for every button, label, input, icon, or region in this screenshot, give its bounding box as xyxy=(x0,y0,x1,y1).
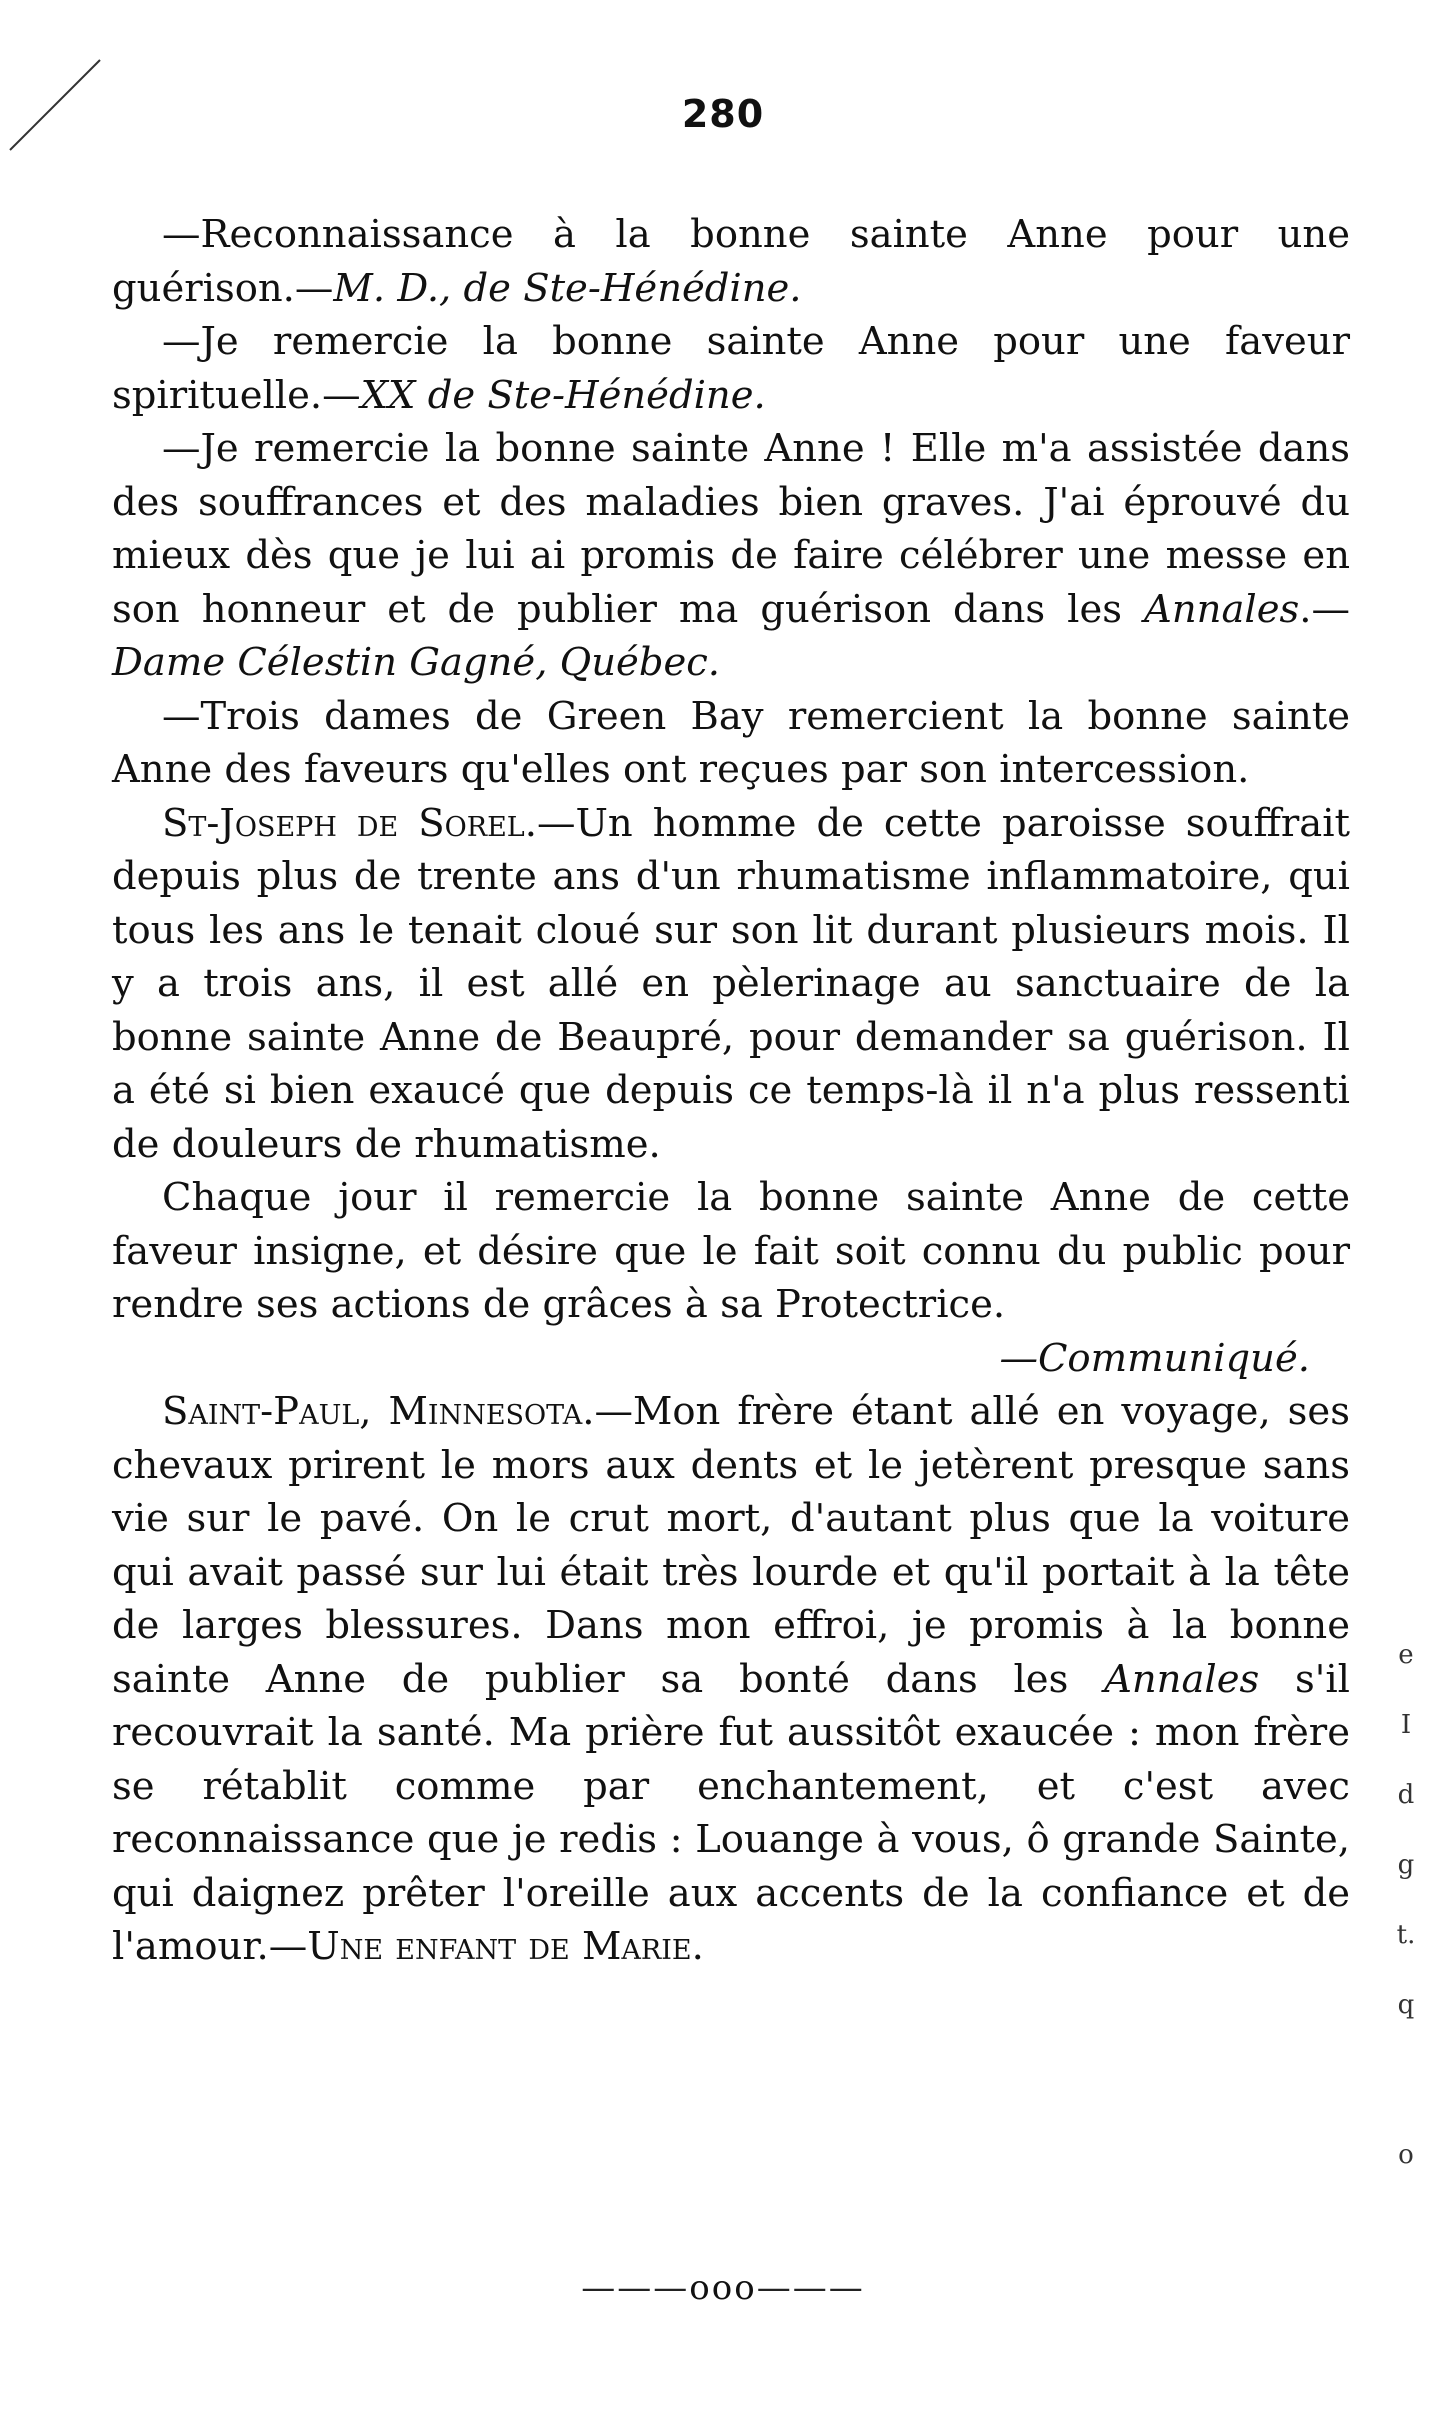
place-name: Saint-Paul, Minnesota. xyxy=(162,1389,595,1434)
paragraph-text-end: s'il recouvrait la santé. Ma prière fut aussitôt exaucée : mon frère se rétablit comme par enchantement, et c'est avec reconnaissance que je redis : Louange à vous, ô grande Sainte, qui daignez prêter l'oreille aux accents de la confiance et de l'amour.— xyxy=(112,1656,1350,1969)
margin-letter: t. xyxy=(1396,1920,1416,1950)
paragraph-5 xyxy=(112,797,1350,1172)
paragraph-text-end: .— xyxy=(1299,586,1350,632)
paragraph-text: —Reconnaissance à la bonne sainte Anne pour une guérison.— xyxy=(112,212,1350,311)
paragraph-3 xyxy=(112,422,1350,690)
page-number: 280 xyxy=(681,92,765,136)
communique-signature: —Communiqué. xyxy=(999,1335,1310,1381)
margin-letter: o xyxy=(1398,2140,1414,2170)
signature: Une enfant de Marie. xyxy=(307,1924,704,1969)
divider-line-left: ——— xyxy=(581,2268,690,2308)
margin-letter: d xyxy=(1397,1780,1415,1810)
margin-bleed-through xyxy=(1386,760,1426,2190)
margin-letter: I xyxy=(1400,1710,1412,1740)
paragraph-6 xyxy=(112,1171,1350,1332)
margin-letter: g xyxy=(1397,1850,1415,1880)
paragraph-2 xyxy=(112,315,1350,422)
paragraph-text: —Mon frère étant allé en voyage, ses chevaux prirent le mors aux dents et le jetèrent presque sans vie sur le pavé. On le crut mort, d'autant plus que la voiture qui avait passé sur lui était très lourde et qu'il portait à la tête de larges blessures. Dans mon effroi, je promis à la bonne sainte Anne de publier sa bonté dans les xyxy=(112,1389,1350,1702)
signature: M. D., de Ste-Hénédine. xyxy=(333,265,802,311)
place-name: St-Joseph de Sorel. xyxy=(162,800,537,846)
paragraph-4 xyxy=(112,690,1350,797)
divider-line-right: ——— xyxy=(756,2268,865,2308)
signature: XX de Ste-Hénédine. xyxy=(360,372,766,418)
paragraph-1 xyxy=(112,208,1350,315)
italic-word: Annales xyxy=(1104,1656,1260,1702)
paragraph-text: —Un homme de cette paroisse souffrait depuis plus de trente ans d'un rhumatisme inflammatoire, qui tous les ans le tenait cloué sur son lit durant plusieurs mois. Il y a trois ans, il est allé en pèlerinage au sanctuaire de la bonne sainte Anne de Beaupré, pour demander sa guérison. Il a été si bien exaucé que depuis ce temps-là il n'a plus ressenti de douleurs de rhumatisme. xyxy=(112,800,1350,1167)
margin-letter: q xyxy=(1397,1990,1415,2020)
paragraph-text: Chaque jour il remercie la bonne sainte Anne de cette faveur insigne, et désire que le fait soit connu du public pour rendre ses actions de grâces à sa Protectrice. xyxy=(112,1175,1350,1327)
paragraph-7 xyxy=(112,1385,1350,1974)
paragraph-text: —Je remercie la bonne sainte Anne pour une faveur spirituelle.— xyxy=(112,319,1350,418)
paragraph-text: —Je remercie la bonne sainte Anne ! Elle m'a assistée dans des souffrances et des maladies bien graves. J'ai éprouvé du mieux dès que je lui ai promis de faire célébrer une messe en son honneur et de publier ma guérison dans les xyxy=(112,426,1350,632)
margin-letter: e xyxy=(1398,1640,1414,1670)
paragraph-text: —Trois dames de Green Bay remercient la bonne sainte Anne des faveurs qu'elles ont reçues par son intercession. xyxy=(112,693,1350,792)
section-divider xyxy=(0,2268,1446,2308)
divider-ornament: ooo xyxy=(689,2268,757,2308)
signature: Dame Célestin Gagné, Québec. xyxy=(112,640,721,685)
italic-word: Annales xyxy=(1144,586,1300,632)
body-text xyxy=(112,208,1350,1974)
